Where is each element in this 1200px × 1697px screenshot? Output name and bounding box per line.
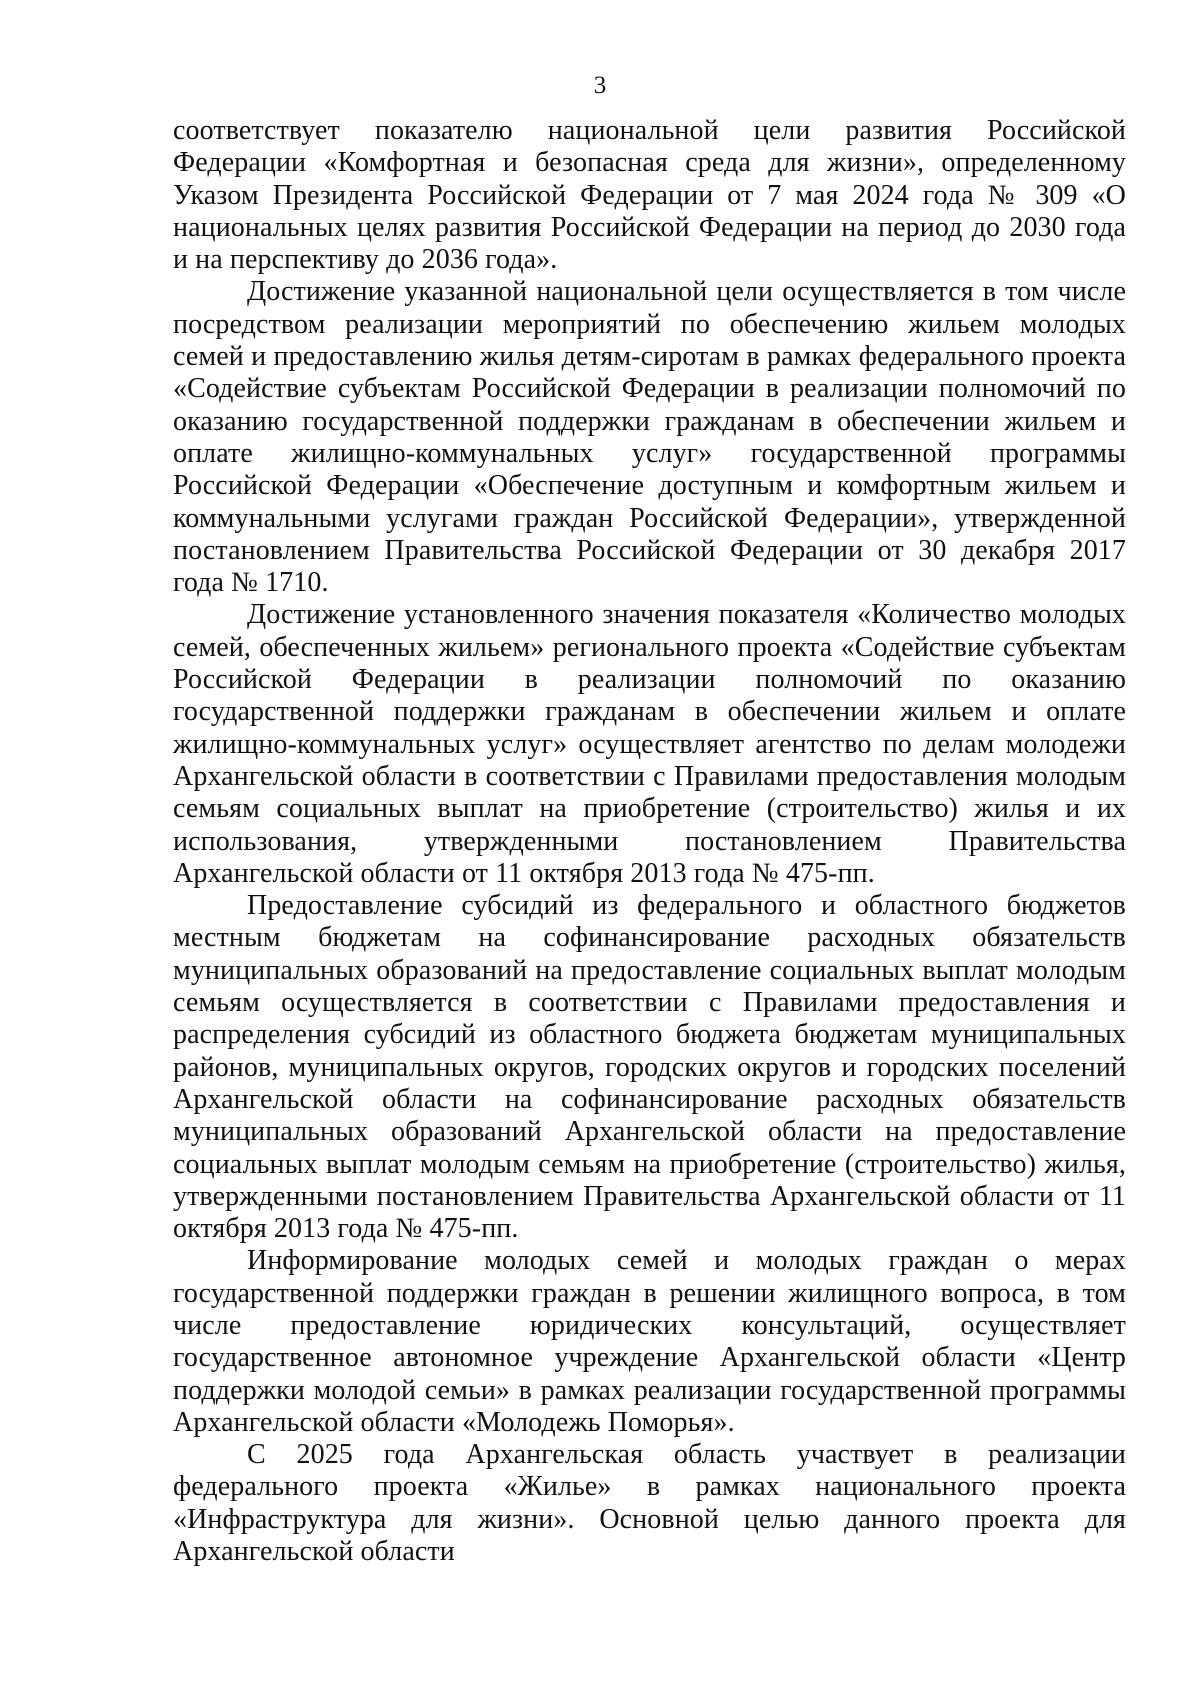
paragraph-continuation: соответствует показателю национальной цели развития Российской Федерации «Комфортная и безопасная среда для жизни», определенному Указом Президента Российской Федерации от 7 мая 2024 года № 309 «О национальных целях развития Российской Федерации на период до 2030 года и на перспективу до 2036 года». [173,115,1126,276]
paragraph-indicator: Достижение установленного значения показателя «Количество молодых семей, обеспеченных жильем» регионального проекта «Содействие субъектам Российской Федерации в реализации полномочий по оказанию государственной поддержки гражданам в обеспечении жильем и оплате жилищно-коммунальных услуг» осуществляет агентство по делам молодежи Архангельской области в соответствии с Правилами предоставления молодым семьям социальных выплат на приобретение (строительство) жилья и их использования, утвержденными постановлением Правительства Архангельской области от 11 октября 2013 года № 475-пп. [173,599,1126,889]
paragraph-national-goal: Достижение указанной национальной цели осуществляется в том числе посредством реализации мероприятий по обеспечению жильем молодых семей и предоставлению жилья детям-сиротам в рамках федерального проекта «Содействие субъектам Российской Федерации в реализации полномочий по оказанию государственной поддержки гражданам в обеспечении жильем и оплате жилищно-коммунальных услуг» государственной программы Российской Федерации «Обеспечение доступным и комфортным жильем и коммунальными услугами граждан Российской Федерации», утвержденной постановлением Правительства Российской Федерации от 30 декабря 2017 года № 1710. [173,276,1126,599]
document-body [173,115,1126,1568]
paragraph-informing: Информирование молодых семей и молодых граждан о мерах государственной поддержки граждан в решении жилищного вопроса, в том числе предоставление юридических консультаций, осуществляет государственное автономное учреждение Архангельской области «Центр поддержки молодой семьи» в рамках реализации государственной программы Архангельской области «Молодежь Поморья». [173,1245,1126,1438]
paragraph-housing-project: С 2025 года Архангельская область участвует в реализации федерального проекта «Жилье» в рамках национального проекта «Инфраструктура для жизни». Основной целью данного проекта для Архангельской области [173,1439,1126,1568]
page-number: 3 [593,72,607,99]
paragraph-subsidies: Предоставление субсидий из федерального и областного бюджетов местным бюджетам на софинансирование расходных обязательств муниципальных образований на предоставление социальных выплат молодым семьям осуществляется в соответствии с Правилами предоставления и распределения субсидий из областного бюджета бюджетам муниципальных районов, муниципальных округов, городских округов и городских поселений Архангельской области на софинансирование расходных обязательств муниципальных образований Архангельской области на предоставление социальных выплат молодым семьям на приобретение (строительство) жилья, утвержденными постановлением Правительства Архангельской области от 11 октября 2013 года № 475-пп. [173,890,1126,1245]
